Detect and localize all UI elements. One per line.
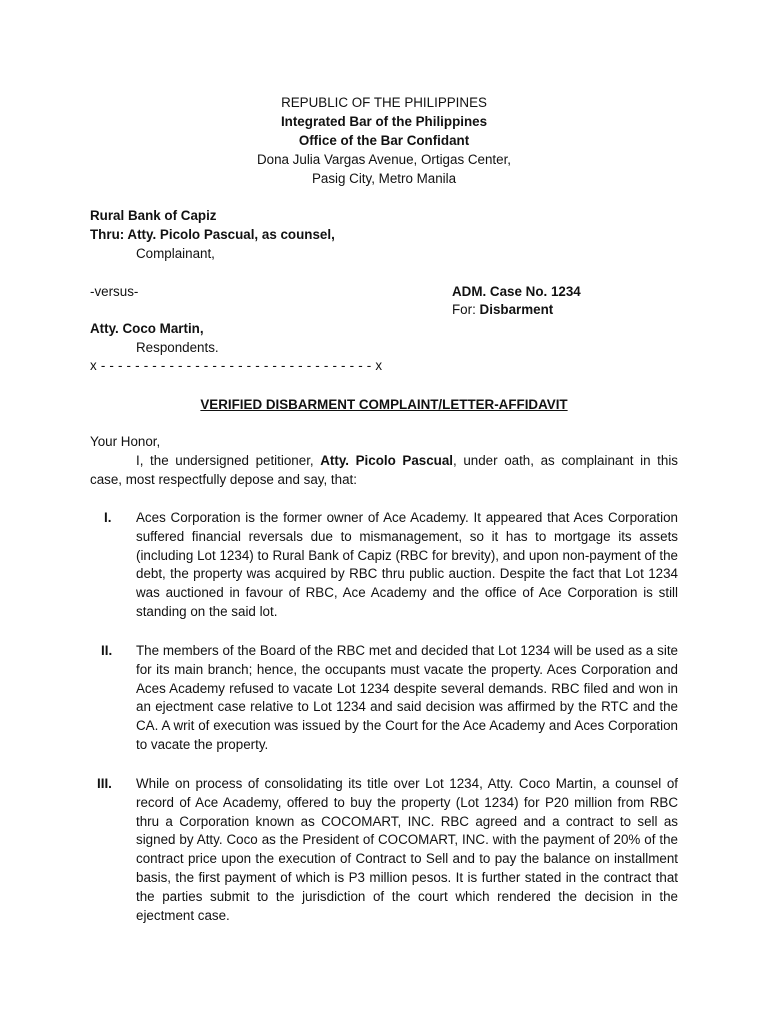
header-office: Office of the Bar Confidant [298, 133, 470, 148]
header-republic: REPUBLIC OF THE PHILIPPINES [281, 95, 487, 110]
complainant-counsel: Thru: Atty. Picolo Pascual, as counsel, [90, 227, 335, 242]
respondent-role: Respondents. [136, 340, 219, 355]
document-title: VERIFIED DISBARMENT COMPLAINT/LETTER-AFFIDAVIT [200, 397, 568, 412]
case-purpose-value: Disbarment [479, 302, 554, 317]
paragraph-1-text: Aces Corporation is the former owner of Ace Academy. It appeared that Aces Corporation suffered financial reversals due to mismanagement, so it has to mortgage its assets (including Lot 1234) to Rural Bank of Capiz (RBC for brevity), and upon non-payment of the debt, the property was acquired by RBC thru public auction. Despite the fact that Lot 1234 was auctioned in favour of RBC, Ace Academy and the office of Ace Corporation is still standing on the said lot. [136, 510, 678, 619]
intro-after: , under oath, as complainant in this case, most respectfully depose and say, that: [90, 453, 678, 487]
intro-before: I, the undersigned petitioner, [136, 453, 321, 468]
paragraph-2-text: The members of the Board of the RBC met and decided that Lot 1234 will be used as a site for its main branch; hence, the occupants must vacate the property. Aces Corporation and Aces Academy refused to vacate Lot 1234 despite several demands. RBC filed and won in an ejectment case relative to Lot 1234 and said decision was affirmed by the RTC and the CA. A writ of execution was issued by the Court for the Ace Academy and Aces Corporation to vacate the property. [136, 643, 678, 752]
salutation: Your Honor, [90, 434, 161, 449]
complainant-role: Complainant, [136, 246, 215, 261]
case-number: ADM. Case No. 1234 [452, 284, 581, 299]
paragraph-number-3: III. [97, 776, 112, 791]
header-address-1: Dona Julia Vargas Avenue, Ortigas Center, [256, 152, 512, 167]
case-purpose [452, 301, 553, 320]
intro-petitioner-name: Atty. Picolo Pascual [320, 453, 454, 468]
case-purpose-label: For: [452, 302, 476, 317]
complainant-name: Rural Bank of Capiz [90, 208, 217, 223]
caption-separator: x - - - - - - - - - - - - - - - - - - - - - - - - - - - - - - - - x [90, 358, 383, 373]
header-address-2: Pasig City, Metro Manila [311, 171, 457, 186]
versus-label: -versus- [90, 284, 139, 299]
paragraph-3-text: While on process of consolidating its title over Lot 1234, Atty. Coco Martin, a counsel of record of Ace Academy, offered to buy the property (Lot 1234) for P20 million from RBC thru a Corporation known as COCOMART, INC. RBC agreed and a contract to sell as signed by Atty. Coco as the President of COCOMART, INC. with the payment of 20% of the contract price upon the execution of Contract to Sell and to pay the balance on installment basis, the first payment of which is P3 million pesos. It is further stated in the contract that the parties submit to the jurisdiction of the court which rendered the decision in the ejectment case. [136, 776, 678, 923]
paragraph-number-1: I. [104, 510, 112, 525]
paragraph-number-2: II. [101, 643, 113, 658]
intro-paragraph [90, 452, 678, 490]
header-ibp: Integrated Bar of the Philippines [280, 114, 488, 129]
respondent-name: Atty. Coco Martin, [90, 321, 204, 336]
